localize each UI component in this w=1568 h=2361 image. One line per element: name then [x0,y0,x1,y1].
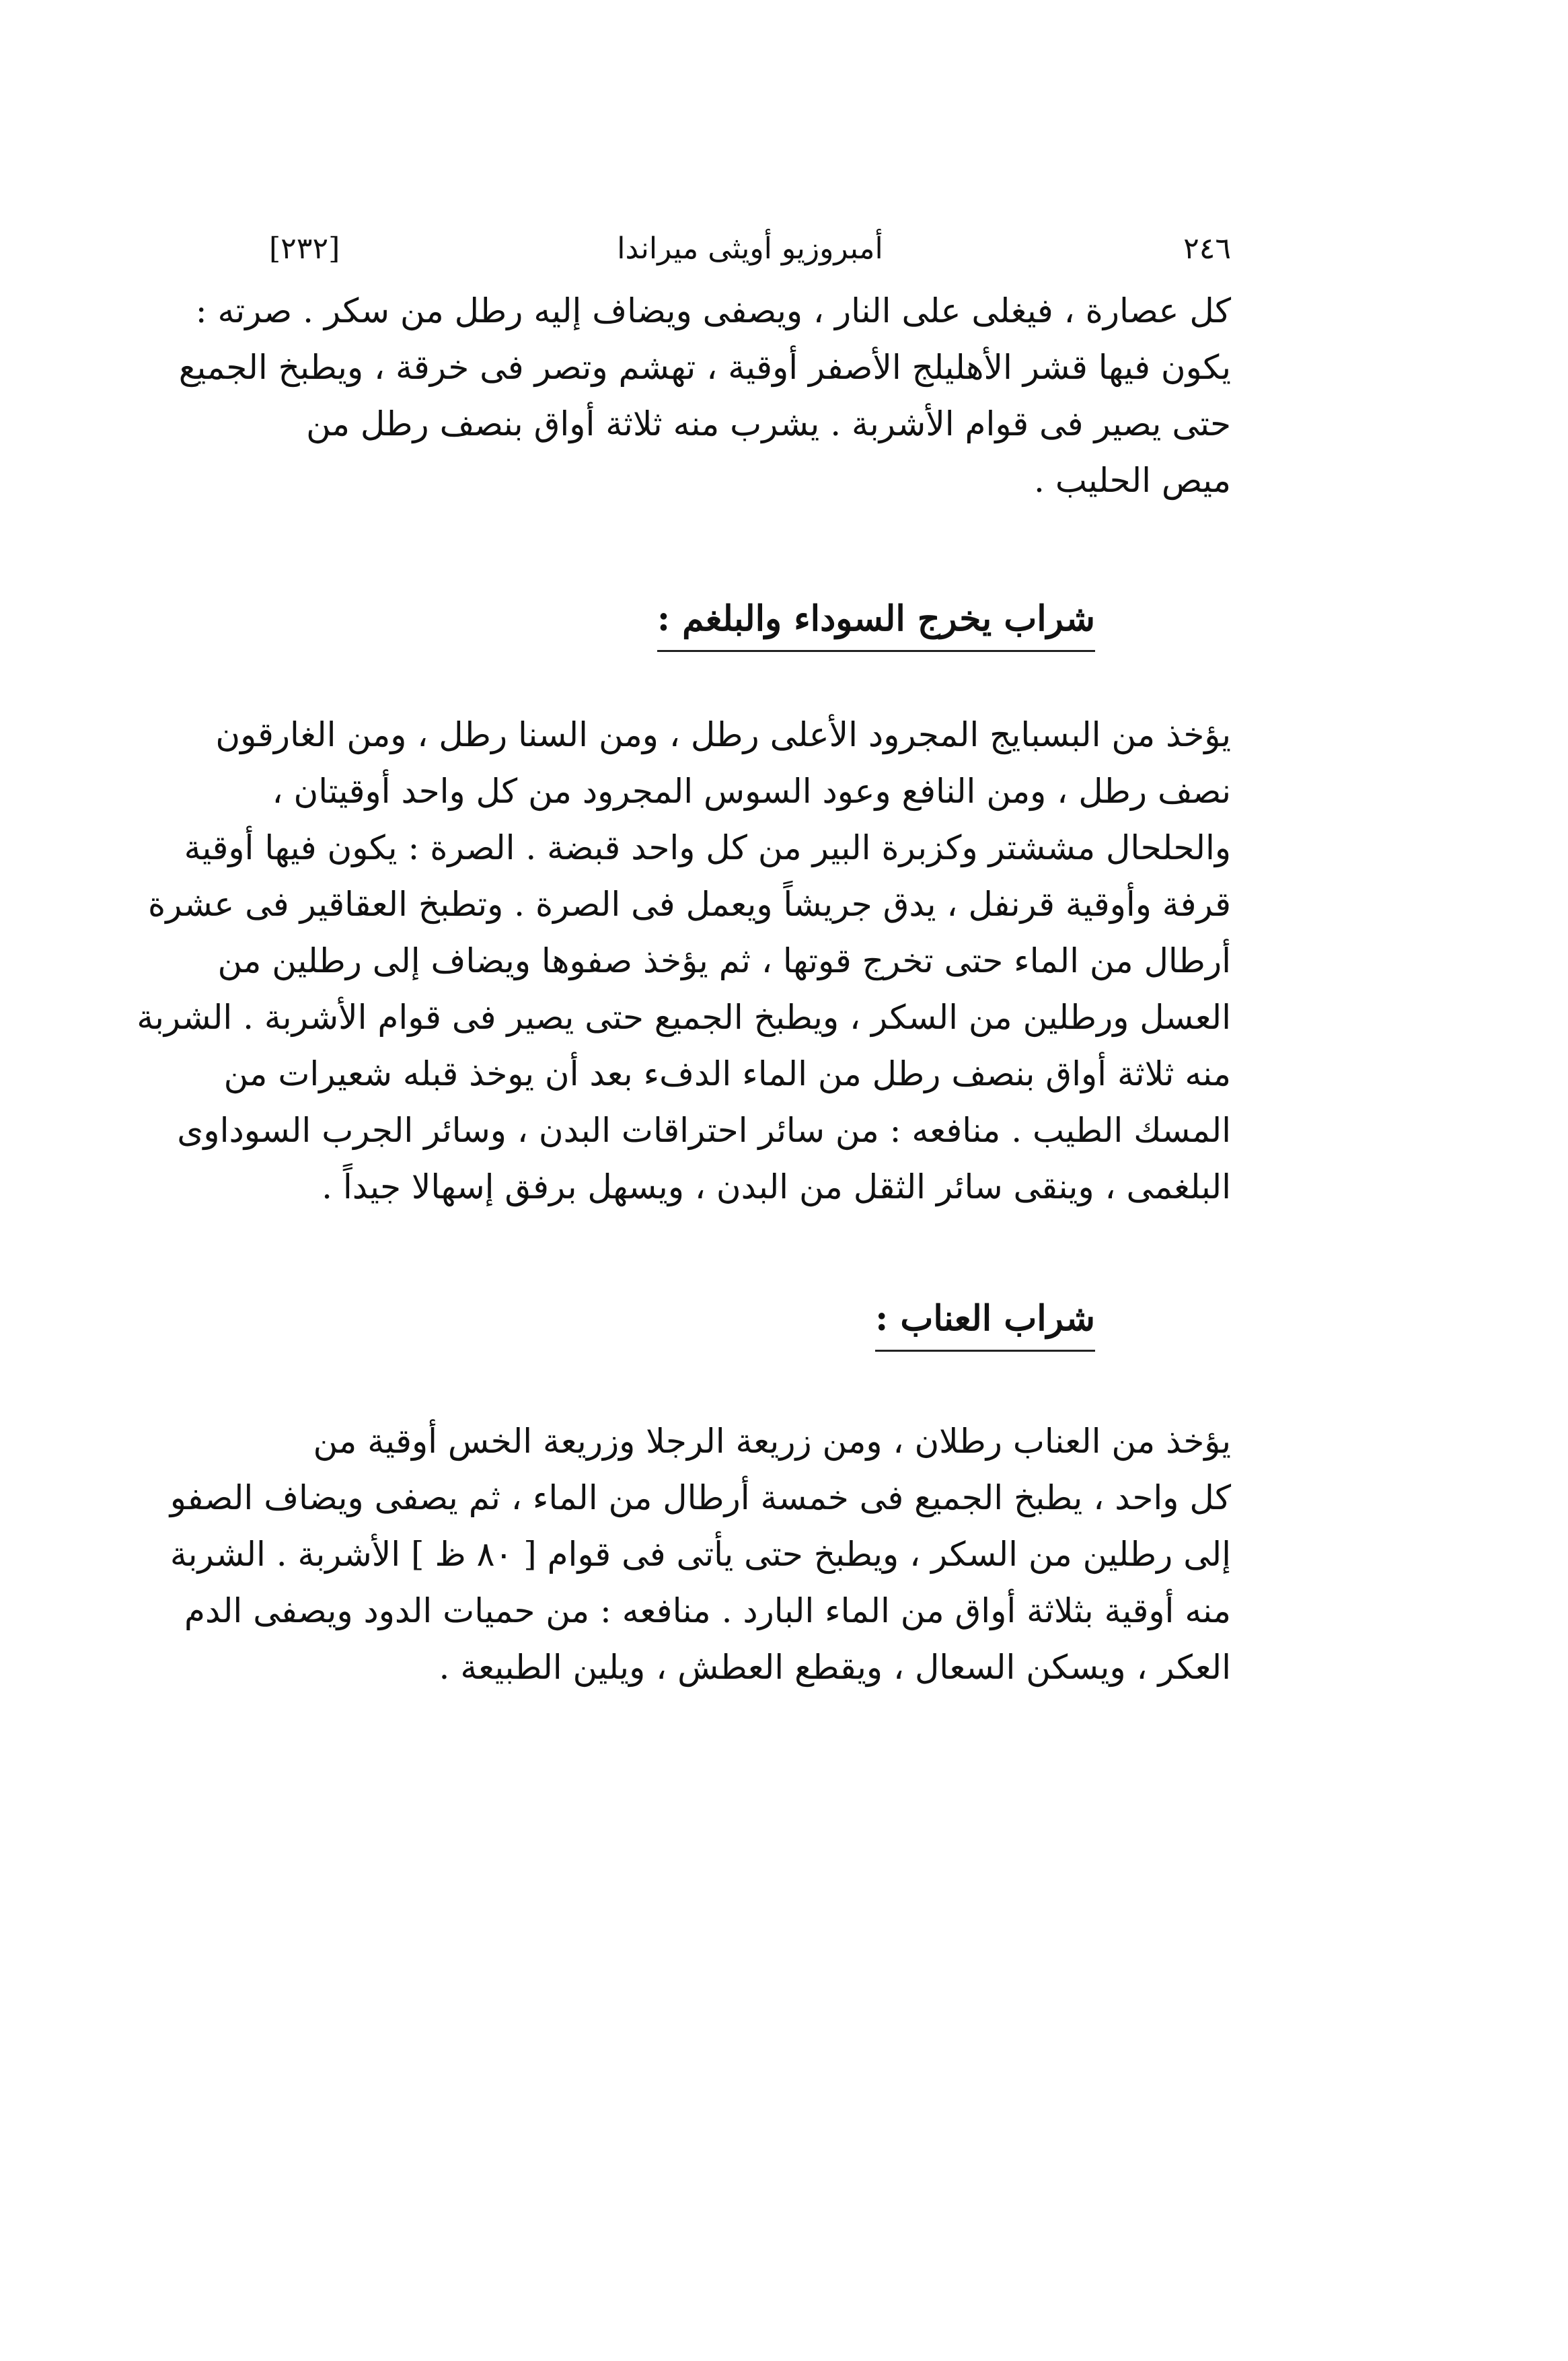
text-line: حتى يصير فى قوام الأشربة . يشرب منه ثلاثة أواق بنصف رطل من [306,404,1231,443]
original-page-reference: [٢٣٢] [269,231,340,266]
text-line: البلغمى ، وينقى سائر الثقل من البدن ، ويسهل برفق إسهالا جيداً . [322,1167,1231,1206]
text-line: ميص الحليب . [1034,461,1231,500]
paragraph-unnab [170,1413,1231,1696]
text-line: العكر ، ويسكن السعال ، ويقطع العطش ، ويلين الطبيعة . [439,1648,1231,1687]
text-line: كل واحد ، يطبخ الجميع فى خمسة أرطال من الماء ، ثم يصفى ويضاف الصفو [170,1478,1231,1517]
text-line: كل عصارة ، فيغلى على النار ، ويصفى ويضاف إليه رطل من سكر . صرته : [195,291,1231,330]
text-line: يؤخذ من العناب رطلان ، ومن زريعة الرجلا وزريعة الخس أوقية من [313,1422,1231,1461]
page-number: ٢٤٦ [1183,231,1231,266]
text-line: إلى رطلين من السكر ، ويطبخ حتى يأتى فى قوام [ ٨٠ ظ ] الأشربة . الشربة [170,1535,1231,1574]
text-line: يؤخذ من البسبايج المجرود الأعلى رطل ، ومن السنا رطل ، ومن الغارقون [215,715,1231,754]
text-line: المسك الطيب . منافعه : من سائر احتراقات البدن ، وسائر الجرب السوداوى [177,1111,1231,1150]
running-header [269,222,1231,276]
text-line: منه ثلاثة أواق بنصف رطل من الماء الدفء بعد أن يوخذ قبله شعيرات من [223,1054,1231,1093]
text-line: أرطال من الماء حتى تخرج قوتها ، ثم يؤخذ صفوها ويضاف إلى رطلين من [217,941,1231,980]
text-line: يكون فيها قشر الأهليلج الأصفر أوقية ، تهشم وتصر فى خرقة ، ويطبخ الجميع [178,348,1231,387]
text-line: العسل ورطلين من السكر ، ويطبخ الجميع حتى يصير فى قوام الأشربة . الشربة [137,998,1231,1037]
running-title: أمبروزيو أويثى ميراندا [617,231,883,266]
paragraph-intro [178,283,1231,509]
section-heading-sawda: شراب يخرج السوداء والبلغم : [657,592,1095,652]
text-line: نصف رطل ، ومن النافع وعود السوس المجرود من كل واحد أوقيتان ، [272,772,1231,811]
paragraph-sawda [137,706,1231,1215]
text-line: والحلحال مششتر وكزبرة البير من كل واحد قبضة . الصرة : يكون فيها أوقية [184,828,1231,867]
text-line: منه أوقية بثلاثة أواق من الماء البارد . منافعه : من حميات الدود ويصفى الدم [184,1591,1231,1630]
section-heading-unnab: شراب العناب : [875,1292,1095,1352]
text-line: قرفة وأوقية قرنفل ، يدق جريشاً ويعمل فى الصرة . وتطبخ العقاقير فى عشرة [148,885,1231,924]
